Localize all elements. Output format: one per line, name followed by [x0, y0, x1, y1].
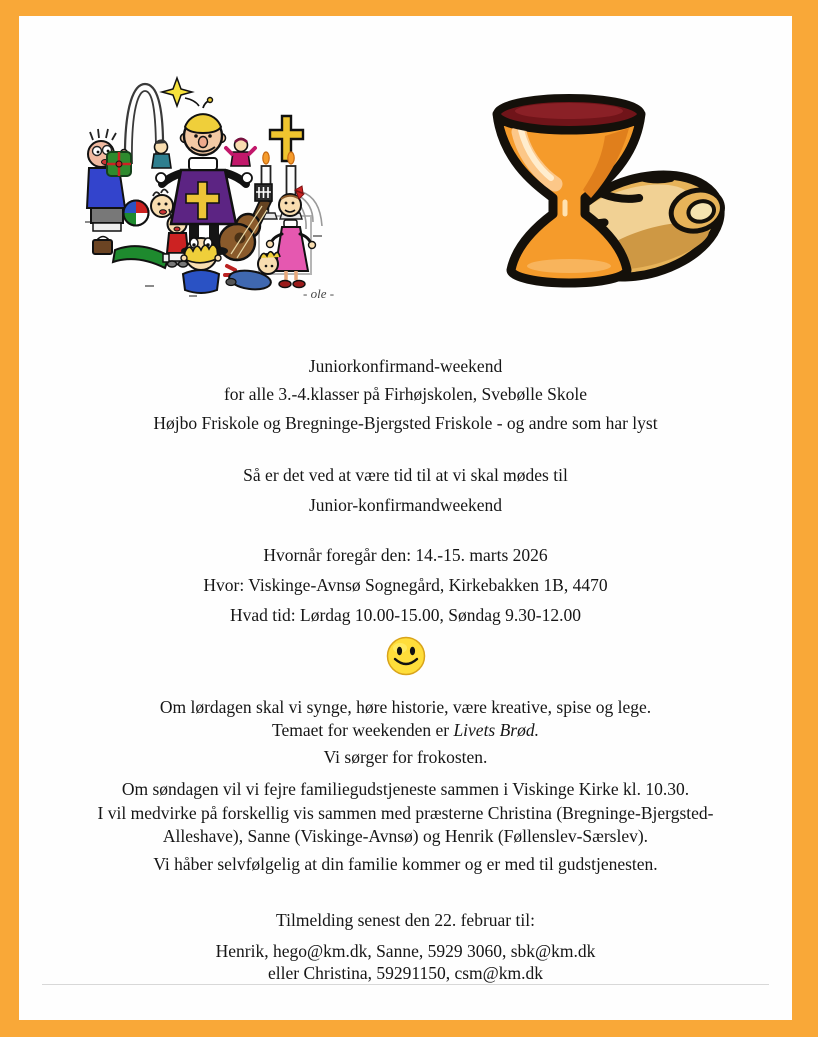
priest-with-children-cartoon-image — [85, 74, 347, 312]
title-schools: Højbo Friskole og Bregninge-Bjergsted Friskole - og andre som har lyst — [153, 413, 658, 433]
bottom-divider — [42, 984, 769, 985]
sunday-priests-2: Alleshave), Sanne (Viskinge-Avnsø) og Henrik (Føllenslev-Særslev). — [162, 826, 649, 846]
invitation-event: Junior-konfirmandweekend — [308, 495, 503, 515]
sunday-service: Om søndagen vil vi fejre familiegudstjeneste sammen i Viskinge Kirke kl. 10.30. — [121, 779, 690, 799]
hand-puppet-left — [152, 139, 171, 168]
star-icon — [162, 78, 199, 106]
chalice-and-bread-image — [485, 80, 725, 296]
smiley-face-icon — [386, 636, 426, 676]
smiley-row — [19, 636, 792, 676]
detail-when: Hvornår foregår den: 14.-15. marts 2026 — [263, 545, 548, 565]
detail-time: Hvad tid: Lørdag 10.00-15.00, Søndag 9.30-12.00 — [230, 605, 581, 625]
theme-prefix: Temaet for weekenden er — [271, 720, 454, 740]
theme-title: Livets Brød. — [453, 720, 539, 740]
signup-contacts-2: eller Christina, 59291150, csm@km.dk — [267, 963, 544, 983]
artwork-row — [19, 16, 792, 336]
hand-puppet-right — [226, 139, 255, 167]
title-audience: for alle 3.-4.klasser på Firhøjskolen, Svebølle Skole — [223, 384, 588, 404]
saturday-activities: Om lørdagen skal vi synge, høre historie, være kreative, spise og lege. — [159, 697, 652, 717]
saturday-theme — [19, 720, 792, 741]
saturday-lunch: Vi sørger for frokosten. — [323, 747, 488, 767]
detail-where: Hvor: Viskinge-Avnsø Sognegård, Kirkebakken 1B, 4470 — [203, 575, 608, 595]
invitation-intro: Så er det ved at være tid til at vi skal mødes til — [243, 465, 568, 485]
sunday-priests-1: I vil medvirke på forskellig vis sammen med præsterne Christina (Bregninge-Bjergsted- — [97, 803, 714, 823]
beach-ball-icon — [124, 201, 149, 226]
signup-deadline: Tilmelding senest den 22. februar til: — [276, 910, 535, 930]
sunday-family: Vi håber selvfølgelig at din familie kommer og er med til gudstjenesten. — [153, 854, 658, 874]
title: Juniorkonfirmand-weekend — [308, 356, 503, 376]
artist-signature: - ole - — [303, 286, 335, 301]
signup-contacts-1: Henrik, hego@km.dk, Sanne, 5929 3060, sbk@km.dk — [215, 941, 596, 961]
